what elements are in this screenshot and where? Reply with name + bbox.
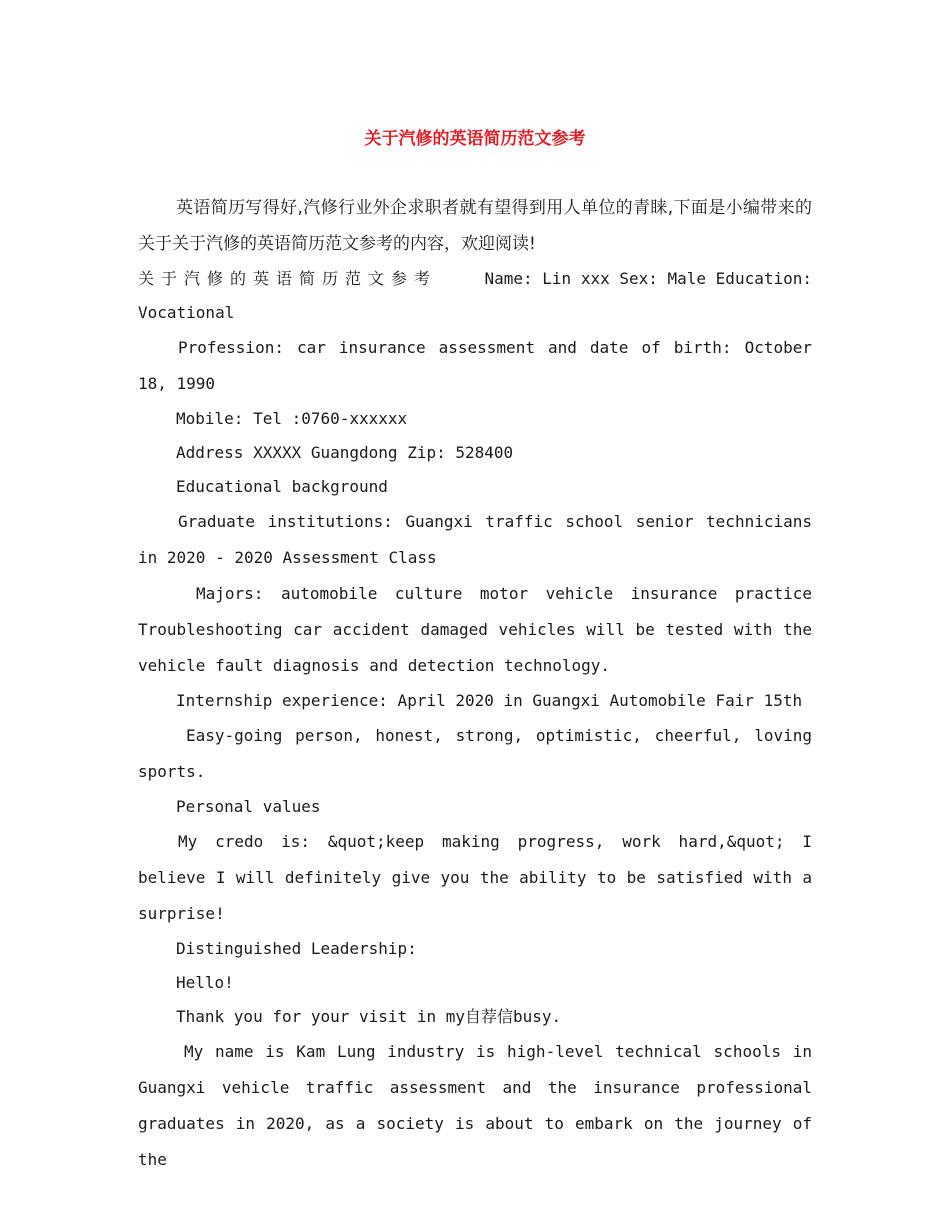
thanks-line: Thank you for your visit in my自荐信busy.: [176, 1007, 562, 1026]
profession-paragraph: Profession: car insurance assessment and date of birth: October 18, 1990: [138, 338, 812, 393]
intro-paragraph: 英语简历写得好,汽修行业外企求职者就有望得到用人单位的青睐,下面是小编带来的关于关于汽修的英语简历范文参考的内容，欢迎阅读!: [138, 198, 812, 254]
document-title: 关于汽修的英语简历范文参考: [364, 129, 586, 149]
leadership-line: Distinguished Leadership:: [176, 939, 417, 958]
resume-heading-line: [138, 262, 812, 296]
document-body: [138, 190, 812, 1178]
hello-line: Hello!: [176, 973, 234, 992]
credo-paragraph: My credo is: &quot;keep making progress, work hard,&quot; I believe I will definitely give you the ability to be satisfied with a surprise!: [138, 832, 812, 923]
internship-line: Internship experience: April 2020 in Guangxi Automobile Fair 15th: [176, 691, 803, 710]
self-intro-paragraph: My name is Kam Lung industry is high-level technical schools in Guangxi vehicle traffic assessment and the insurance professional graduates in 2020, as a society is about to embark on the journey of the: [138, 1042, 812, 1169]
graduate-paragraph: Graduate institutions: Guangxi traffic school senior technicians in 2020 - 2020 Assessment Class: [138, 512, 812, 567]
education-value: Vocational: [138, 303, 235, 322]
resume-heading-cn: 关于汽修的英语简历范文参考: [138, 269, 438, 288]
personality-paragraph: Easy-going person, honest, strong, optimistic, cheerful, loving sports.: [138, 726, 812, 781]
education-background-heading: Educational background: [176, 477, 388, 496]
address-line: Address XXXXX Guangdong Zip: 528400: [176, 443, 514, 462]
resume-heading-en: Name: Lin xxx Sex: Male Education:: [484, 269, 812, 288]
personal-values-heading: Personal values: [176, 797, 321, 816]
majors-paragraph: Majors: automobile culture motor vehicle insurance practice Troubleshooting car accident damaged vehicles will be tested with the vehicle fault diagnosis and detection technology.: [138, 584, 812, 675]
mobile-line: Mobile: Tel :0760-xxxxxx: [176, 409, 408, 428]
